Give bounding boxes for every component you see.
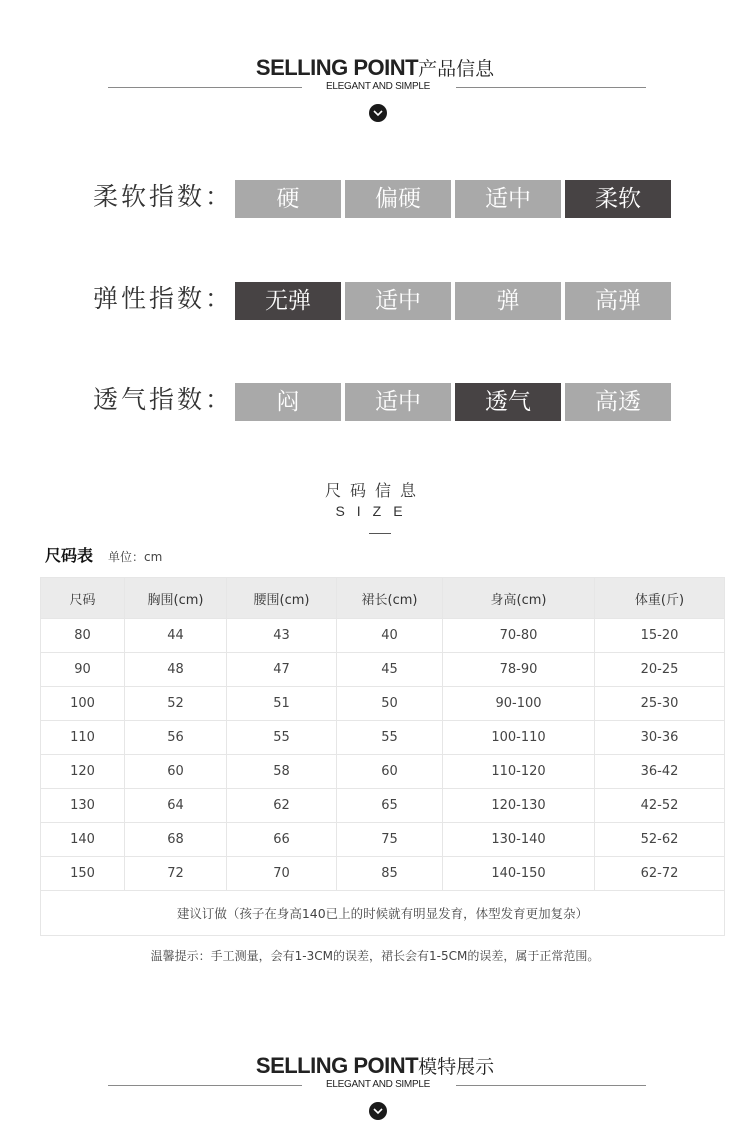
table-cell: 15-20 [595,619,725,653]
size-divider [369,533,391,534]
table-cell: 64 [125,789,227,823]
divider-right [456,1085,646,1086]
table-cell: 72 [125,857,227,891]
section-title-cn: 产品信息 [418,58,495,80]
size-table-unit: 单位：cm [108,550,163,564]
table-cell: 90 [41,653,125,687]
table-cell: 100 [41,687,125,721]
table-cell: 43 [227,619,337,653]
table-cell: 62 [227,789,337,823]
table-row [41,687,725,721]
section-title-en: SELLING POINT [255,1053,419,1078]
table-cell: 42-52 [595,789,725,823]
table-row [41,619,725,653]
section-subtitle: ELEGANT AND SIMPLE [326,1079,430,1090]
column-header: 尺码 [41,578,125,619]
table-row [41,653,725,687]
size-section-title: 尺码信息 [324,481,425,500]
table-cell: 75 [337,823,443,857]
table-cell: 36-42 [595,755,725,789]
table-cell: 150 [41,857,125,891]
index-option-selected: 透气 [455,383,561,421]
table-cell: 110 [41,721,125,755]
section-title [0,54,750,81]
table-cell: 60 [125,755,227,789]
column-header: 胸围(cm) [125,578,227,619]
table-cell: 51 [227,687,337,721]
table-cell: 55 [227,721,337,755]
index-label: 透气指数： [93,385,234,414]
divider-left [108,87,302,88]
table-cell: 25-30 [595,687,725,721]
table-row [41,755,725,789]
breathability-index-row [0,383,750,421]
divider-right [456,87,646,88]
table-row [41,823,725,857]
index-option: 适中 [345,282,451,320]
index-option: 适中 [455,180,561,218]
column-header: 腰围(cm) [227,578,337,619]
table-cell: 50 [337,687,443,721]
table-cell: 55 [337,721,443,755]
index-option: 闷 [235,383,341,421]
measurement-tip: 温馨提示：手工测量，会有1-3CM的误差，裙长会有1-5CM的误差，属于正常范围。 [150,949,600,963]
index-option: 偏硬 [345,180,451,218]
table-cell: 110-120 [443,755,595,789]
table-cell: 58 [227,755,337,789]
index-option: 高弹 [565,282,671,320]
size-section-subtitle: SIZE [335,503,415,519]
table-cell: 140-150 [443,857,595,891]
index-option-selected: 柔软 [565,180,671,218]
elasticity-index-row [0,282,750,320]
table-cell: 120 [41,755,125,789]
table-row [41,789,725,823]
table-cell: 85 [337,857,443,891]
table-cell: 70 [227,857,337,891]
table-cell: 48 [125,653,227,687]
table-cell: 78-90 [443,653,595,687]
table-cell: 130 [41,789,125,823]
table-header-row [41,578,725,619]
softness-index-row [0,180,750,218]
size-table [40,577,725,936]
section-title-en: SELLING POINT [255,55,419,80]
index-label: 柔软指数： [93,182,234,211]
table-cell: 65 [337,789,443,823]
chevron-down-icon [369,1102,387,1120]
size-table-title: 尺码表 [45,546,94,565]
table-cell: 66 [227,823,337,857]
table-note: 建议订做（孩子在身高140已上的时候就有明显发育，体型发育更加复杂） [41,891,725,936]
table-cell: 47 [227,653,337,687]
index-option-selected: 无弹 [235,282,341,320]
table-cell: 120-130 [443,789,595,823]
table-row [41,857,725,891]
column-header: 体重(斤) [595,578,725,619]
table-cell: 52 [125,687,227,721]
table-cell: 62-72 [595,857,725,891]
table-cell: 140 [41,823,125,857]
index-label: 弹性指数： [93,284,234,313]
index-option: 适中 [345,383,451,421]
table-cell: 80 [41,619,125,653]
table-cell: 60 [337,755,443,789]
table-cell: 40 [337,619,443,653]
table-cell: 30-36 [595,721,725,755]
section-title-cn: 模特展示 [418,1056,495,1078]
table-cell: 52-62 [595,823,725,857]
table-cell: 44 [125,619,227,653]
table-cell: 130-140 [443,823,595,857]
table-row [41,721,725,755]
index-option: 高透 [565,383,671,421]
table-cell: 70-80 [443,619,595,653]
section-title [0,1052,750,1079]
column-header: 裙长(cm) [337,578,443,619]
table-cell: 56 [125,721,227,755]
table-cell: 100-110 [443,721,595,755]
index-option: 弹 [455,282,561,320]
section-subtitle: ELEGANT AND SIMPLE [326,81,430,92]
column-header: 身高(cm) [443,578,595,619]
table-cell: 20-25 [595,653,725,687]
index-option: 硬 [235,180,341,218]
table-note-row [41,891,725,936]
table-cell: 90-100 [443,687,595,721]
table-cell: 68 [125,823,227,857]
divider-left [108,1085,302,1086]
table-cell: 45 [337,653,443,687]
chevron-down-icon [369,104,387,122]
